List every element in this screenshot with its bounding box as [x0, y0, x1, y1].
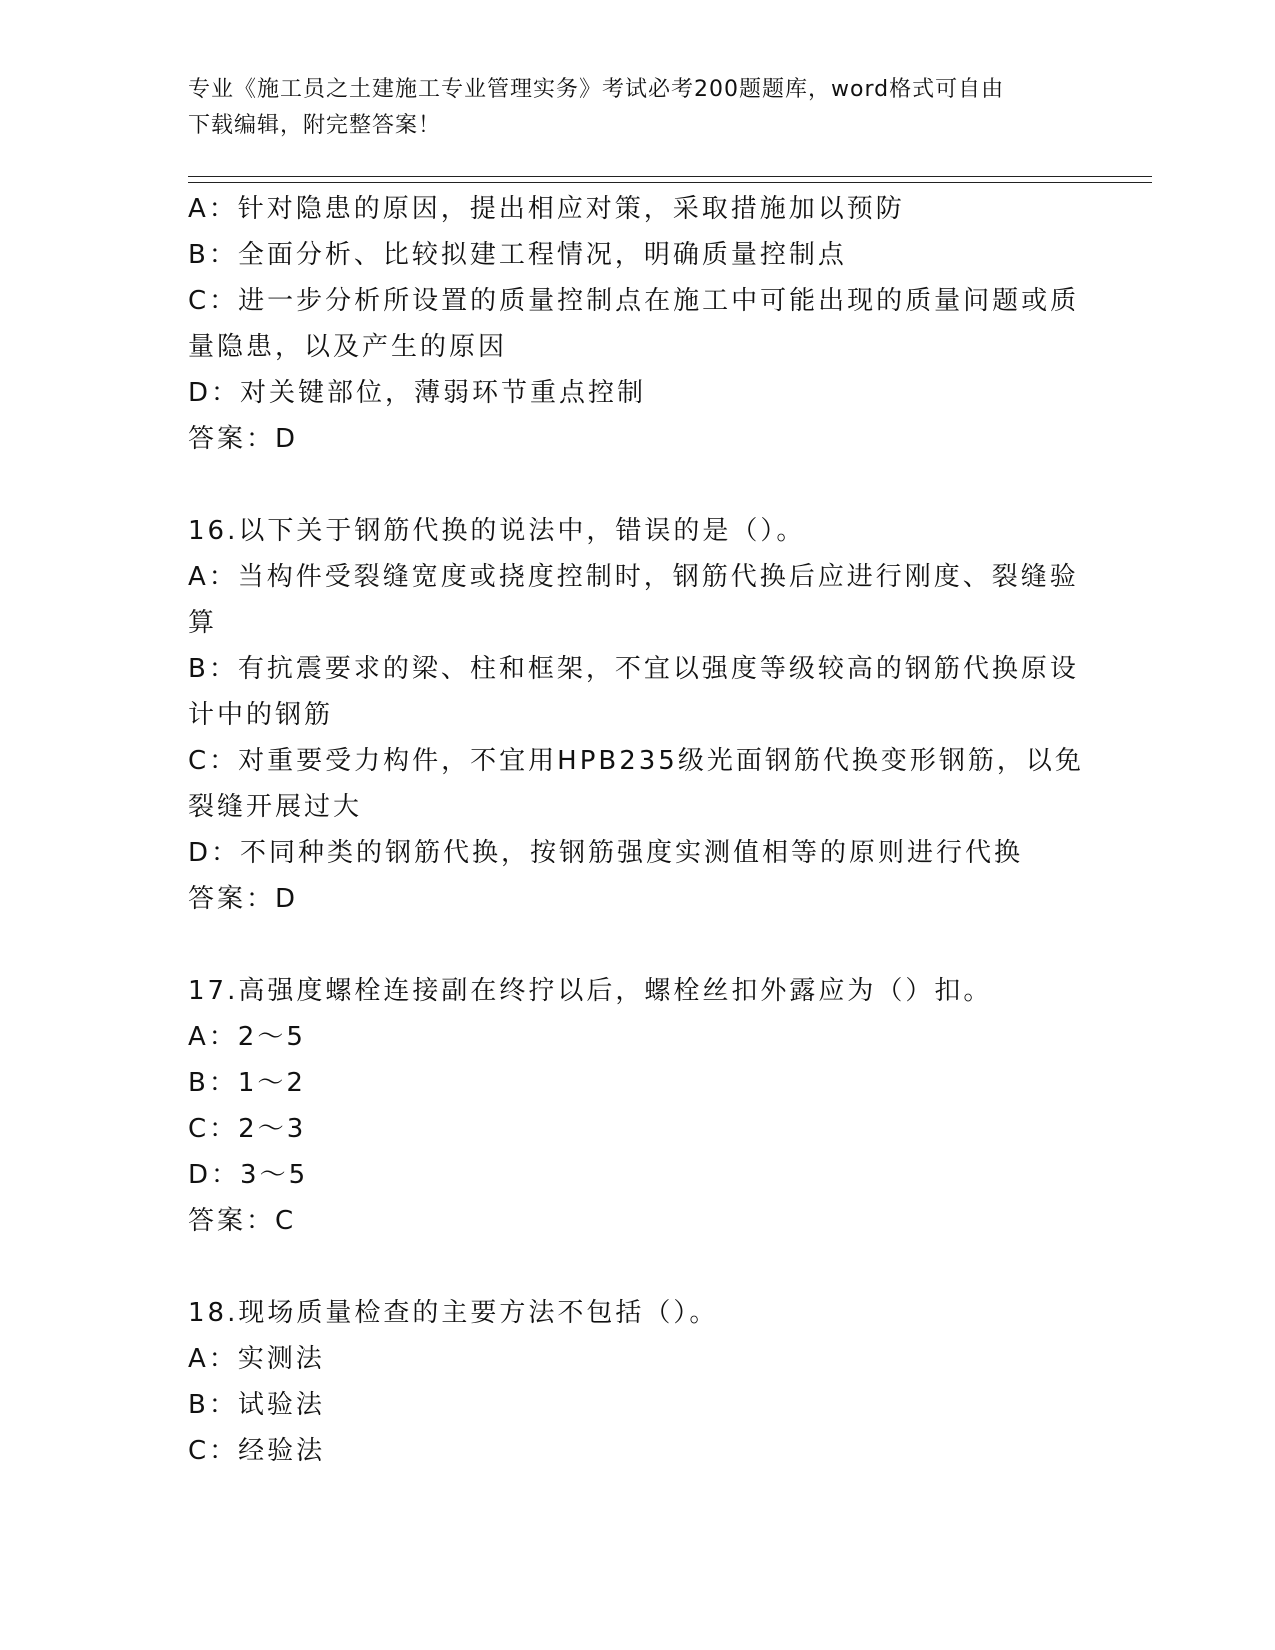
option-d: D：不同种类的钢筋代换，按钢筋强度实测值相等的原则进行代换	[188, 838, 1024, 868]
option-d: D：对关键部位，薄弱环节重点控制	[188, 378, 647, 408]
option-c: C：对重要受力构件，不宜用HPB235级光面钢筋代换变形钢筋，以免	[188, 746, 1084, 776]
question-18	[188, 1290, 1088, 1474]
option-c: C：进一步分析所设置的质量控制点在施工中可能出现的质量问题或质	[188, 286, 1080, 316]
answer-line: 答案：C	[188, 1206, 297, 1236]
option-b: B：有抗震要求的梁、柱和框架，不宜以强度等级较高的钢筋代换原设	[188, 654, 1079, 684]
question-17	[188, 968, 1088, 1244]
option-c: C：2～3	[188, 1114, 307, 1144]
option-b: B：1～2	[188, 1068, 306, 1098]
document-body	[188, 186, 1088, 1474]
option-a: A：2～5	[188, 1022, 306, 1052]
header-divider-bottom	[188, 182, 1152, 183]
option-a-continued: 算	[188, 608, 218, 638]
question-stem: 17.高强度螺栓连接副在终拧以后，螺栓丝扣外露应为（）扣。	[188, 976, 993, 1006]
question-stem: 18.现场质量检查的主要方法不包括（）。	[188, 1298, 719, 1328]
option-b-continued: 计中的钢筋	[188, 700, 334, 730]
spacer	[188, 1244, 1088, 1290]
option-a: A：实测法	[188, 1344, 325, 1374]
document-header	[188, 72, 1068, 144]
question-16	[188, 508, 1088, 922]
question-15	[188, 186, 1088, 462]
option-c: C：经验法	[188, 1436, 326, 1466]
option-a: A：当构件受裂缝宽度或挠度控制时，钢筋代换后应进行刚度、裂缝验	[188, 562, 1079, 592]
option-a: A：针对隐患的原因，提出相应对策，采取措施加以预防	[188, 194, 905, 224]
option-b: B：全面分析、比较拟建工程情况，明确质量控制点	[188, 240, 847, 270]
option-c-continued: 裂缝开展过大	[188, 792, 363, 822]
header-line-2: 下载编辑，附完整答案！	[188, 113, 442, 138]
question-stem: 16.以下关于钢筋代换的说法中，错误的是（）。	[188, 516, 806, 546]
header-divider-top	[188, 176, 1152, 177]
spacer	[188, 922, 1088, 968]
option-b: B：试验法	[188, 1390, 325, 1420]
header-line-1: 专业《施工员之土建施工专业管理实务》考试必考200题题库，word格式可自由	[188, 77, 1005, 102]
option-d: D：3～5	[188, 1160, 309, 1190]
spacer	[188, 462, 1088, 508]
option-c-continued: 量隐患，以及产生的原因	[188, 332, 508, 362]
answer-line: 答案：D	[188, 424, 299, 454]
answer-line: 答案：D	[188, 884, 299, 914]
